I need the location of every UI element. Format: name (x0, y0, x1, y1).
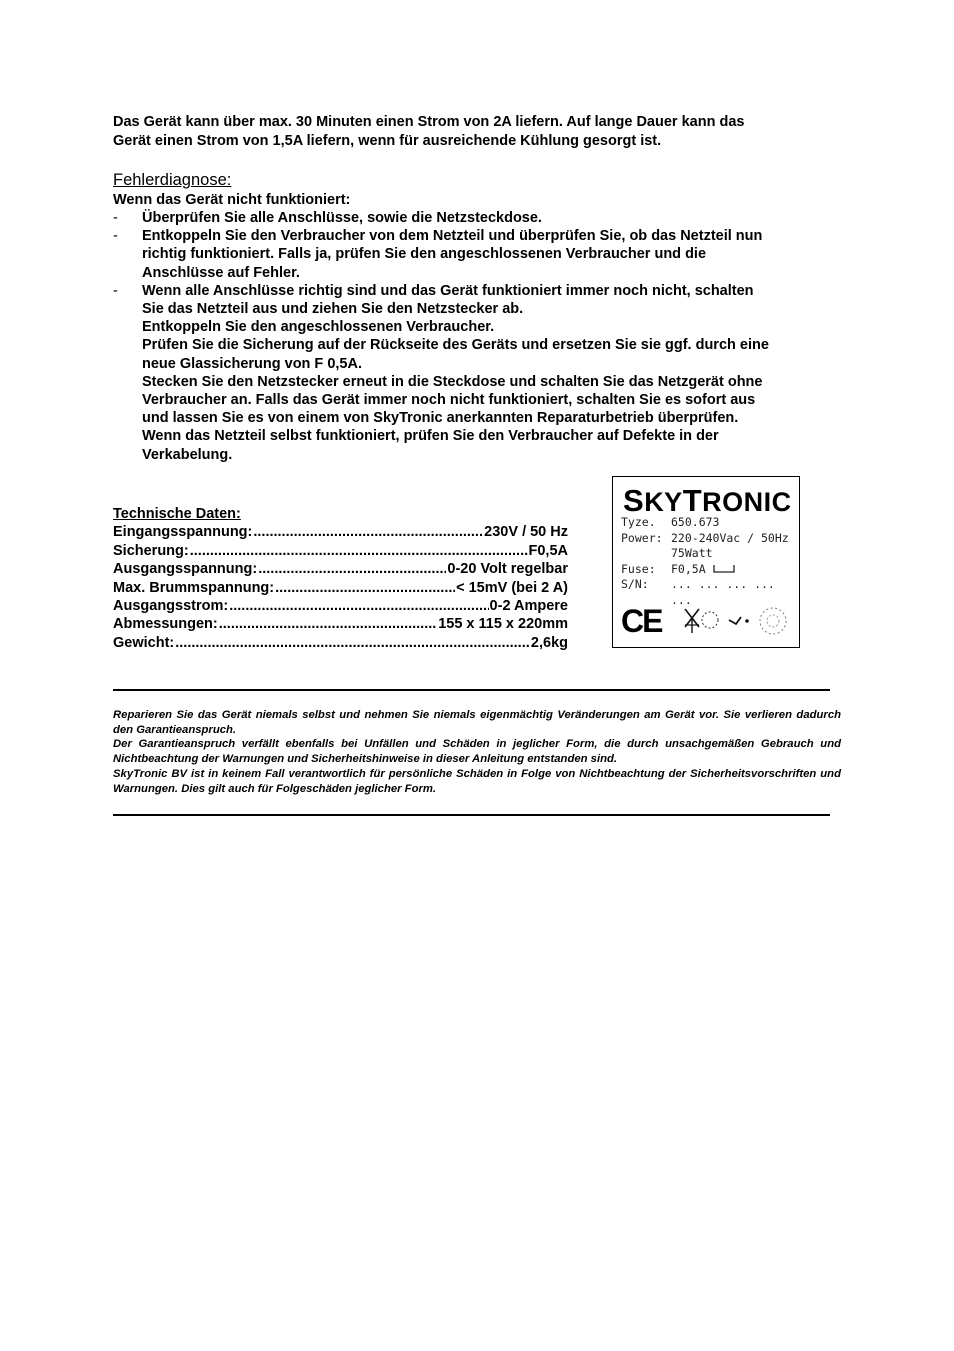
spec-row (113, 560, 568, 578)
spec-row (113, 542, 568, 560)
disclaimer-paragraph: SkyTronic BV ist in keinem Fall verantwortlich für persönliche Schäden in Folge von Nichtbeachtung der Sicherheitsvorschriften und Warnungen. Dies gilt auch für Folgeschäden jeglicher Form. (113, 767, 841, 795)
step-line: Überprüfen Sie alle Anschlüsse, sowie die Netzsteckdose. (142, 210, 542, 226)
polarity-symbol-icon (723, 605, 753, 635)
step-line: Wenn alle Anschlüsse richtig sind und das Gerät funktioniert immer noch nicht, schalten (142, 282, 754, 299)
spec-value: 230V / 50 Hz (484, 524, 568, 541)
step-line: Anschlüsse auf Fehler. (142, 264, 300, 281)
intro-paragraph (113, 113, 833, 150)
fuse-symbol-icon (713, 564, 735, 573)
disclaimer-paragraph: Der Garantieanspruch verfällt ebenfalls bei Unfällen und Schäden in jeglicher Form, die durch unsachgemäßen Gebrauch und Nichtbeachtung der Warnungen und Sicherheitshinweise in dieser Anleitung entstanden sind. (113, 738, 841, 766)
spec-row (113, 523, 568, 541)
rating-label-row (621, 546, 791, 562)
technical-data (113, 505, 568, 652)
dot-leader (258, 560, 446, 578)
spec-value: F0,5A (528, 542, 568, 559)
step-line: und lassen Sie es von einem von SkyTronic anerkannten Reparaturbetrieb überprüfen. (142, 410, 739, 427)
spec-value: 0-2 Ampere (489, 598, 568, 615)
spec-value: 2,6kg (530, 634, 568, 651)
intro-line: Gerät einen Strom von 1,5A liefern, wenn für ausreichende Kühlung gesorgt ist. (113, 132, 662, 149)
rating-label-value: ... ... ... ... ... (671, 577, 775, 607)
spec-label: Gewicht: (113, 634, 175, 651)
dot-leader (229, 597, 488, 615)
rating-label-fields (621, 515, 791, 608)
spec-row (113, 579, 568, 597)
divider-line (113, 689, 830, 691)
step-line: Verkabelung. (142, 446, 233, 463)
step-line: Wenn das Netzteil selbst funktioniert, prüfen Sie den Verbraucher auf Defekte in der (142, 428, 719, 445)
troubleshooting-steps (113, 209, 843, 464)
rating-label-value: 220-240Vac / 50Hz (671, 530, 789, 545)
step-line: Verbraucher an. Falls das Gerät immer noch nicht funktioniert, schalten Sie es sofort aus (142, 392, 756, 409)
rating-label-value: F0,5A (671, 562, 791, 578)
rating-label-key: Power: (621, 530, 663, 545)
spec-row (113, 597, 568, 615)
rating-label-value: 650.673 (671, 515, 720, 529)
rating-label-row (621, 562, 791, 578)
divider-line (113, 814, 830, 816)
rating-label-key: Fuse: (621, 561, 656, 576)
dot-leader (275, 579, 455, 597)
spec-label: Ausgangsstrom: (113, 598, 229, 615)
spec-label: Ausgangsspannung: (113, 561, 258, 578)
spec-value: < 15mV (bei 2 A) (456, 579, 568, 596)
intro-line: Das Gerät kann über max. 30 Minuten einen Strom von 2A liefern. Auf lange Dauer kann das (113, 114, 745, 130)
rating-label-key (621, 546, 671, 562)
step-line: Entkoppeln Sie den Verbraucher von dem Netzteil und überprüfen Sie, ob das Netzteil nun (142, 228, 763, 245)
dot-leader (253, 523, 483, 541)
skytronic-logo: SKYTRONIC (623, 483, 792, 518)
spec-label: Sicherung: (113, 542, 189, 559)
technical-data-title: Technische Daten: (113, 506, 241, 522)
troubleshooting-step (113, 209, 843, 227)
rating-label-key: Tyze. (621, 515, 656, 529)
troubleshooting-step (113, 227, 843, 282)
troubleshooting-lead: Wenn das Gerät nicht funktioniert: (113, 192, 351, 208)
rating-label-row (621, 531, 791, 547)
list-dash: - (113, 228, 118, 245)
disclaimer-paragraph: Reparieren Sie das Gerät niemals selbst und nehmen Sie niemals eigenmächtig Veränderungen am Gerät vor. Sie verlieren dadurch den Garantieanspruch. (113, 709, 841, 736)
double-insulation-icon (757, 605, 789, 637)
list-dash: - (113, 282, 118, 299)
step-line: Prüfen Sie die Sicherung auf der Rückseite des Geräts und ersetzen Sie sie ggf. durch eine (142, 337, 769, 354)
spec-label: Eingangsspannung: (113, 524, 253, 541)
dot-leader (190, 542, 528, 560)
ce-mark-icon: CE (621, 603, 662, 639)
troubleshooting-step (113, 282, 843, 464)
step-line: Sie das Netzteil aus und ziehen Sie den Netzstecker ab. (142, 301, 524, 318)
spec-label: Max. Brummspannung: (113, 579, 275, 596)
dot-leader (175, 634, 530, 652)
step-line: Entkoppeln Sie den angeschlossenen Verbraucher. (142, 319, 495, 336)
step-line: neue Glassicherung von F 0,5A. (142, 355, 362, 372)
rating-label-image (612, 476, 800, 648)
rating-label-key: S/N: (621, 577, 649, 591)
rating-label-value: 75Watt (671, 546, 713, 560)
spec-value: 155 x 115 x 220mm (438, 616, 568, 633)
warranty-disclaimer (113, 708, 841, 796)
spec-value: 0-20 Volt regelbar (447, 561, 568, 578)
spec-row (113, 615, 568, 633)
dot-leader (219, 615, 437, 633)
step-line: richtig funktioniert. Falls ja, prüfen Sie den angeschlossenen Verbraucher und die (142, 246, 707, 263)
section-heading-troubleshooting: Fehlerdiagnose: (113, 171, 232, 189)
rating-label-row (621, 515, 791, 531)
spec-label: Abmessungen: (113, 616, 218, 633)
weee-bin-icon (679, 605, 719, 635)
list-dash: - (113, 210, 118, 226)
step-line: Stecken Sie den Netzstecker erneut in die Steckdose und schalten Sie das Netzgerät ohne (142, 373, 763, 390)
spec-row (113, 634, 568, 652)
